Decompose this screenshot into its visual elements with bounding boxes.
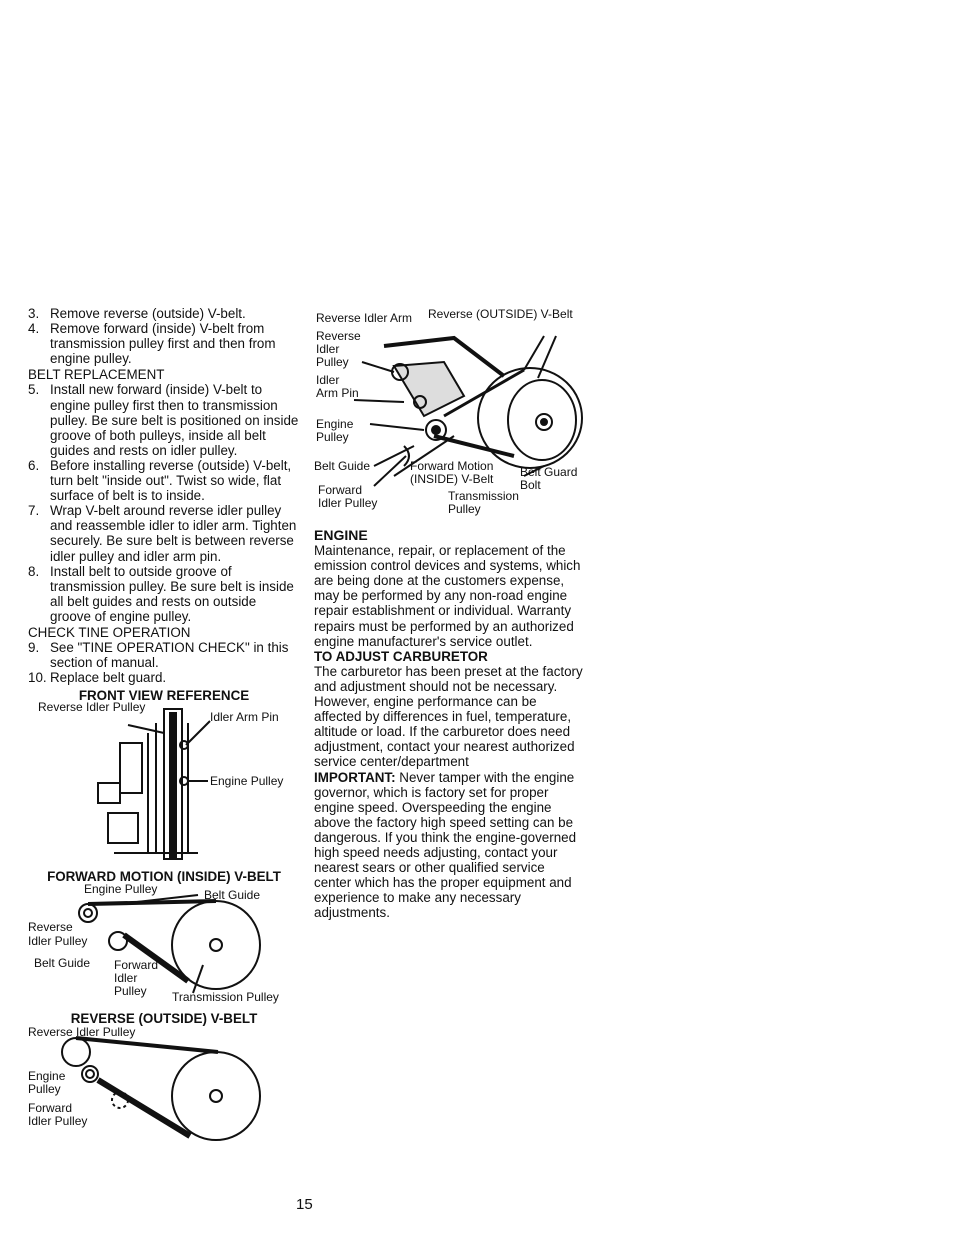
label-transmission-2: Pulley <box>448 502 481 516</box>
label-forward-rev-2: Idler Pulley <box>28 1113 88 1128</box>
label-belt-guide-bottom: Belt Guide <box>34 955 91 970</box>
label-transmission-1: Transmission <box>448 489 519 503</box>
label-idler-2: Arm Pin <box>316 386 359 400</box>
label-reverse-outside-vbelt: Reverse (OUTSIDE) V-Belt <box>428 307 573 321</box>
step-text: See "TINE OPERATION CHECK" in this section of manual. <box>50 640 289 671</box>
page-number: 15 <box>296 1196 313 1213</box>
step-item <box>28 640 300 670</box>
step-number: 10. <box>28 670 47 686</box>
left-column <box>28 306 300 1146</box>
label-reverse-idler-pulley-rev: Reverse Idler Pulley <box>28 1024 136 1039</box>
label-reverse-idler-pulley: Reverse Idler Pulley <box>38 700 146 715</box>
step-item <box>28 458 300 503</box>
check-tine-heading: CHECK TINE OPERATION <box>28 624 191 640</box>
label-reverse-fwd-1: Reverse <box>28 919 73 934</box>
label-idler-1: Idler <box>316 373 340 387</box>
carburetor-heading: TO ADJUST CARBURETOR <box>314 648 488 664</box>
forward-motion-figure <box>28 881 300 1005</box>
label-forward-motion-2: (INSIDE) V-Belt <box>410 472 494 486</box>
step-text: Remove reverse (outside) V-belt. <box>50 306 246 321</box>
important-text: Never tamper with the engine governor, which is factory set for proper engine speed. Overspeeding the engine above the factory high speed setting can be dangerous. If you think the engine-governed high speed needs adjusting, contact your nearest sears or other qualified service center which has the proper equipment and experience to make any necessary adjustments. <box>314 769 577 921</box>
belt-assembly-figure <box>314 306 584 518</box>
carburetor-paragraph: The carburetor has been preset at the factory and adjustment should not be necessary. However, engine performance can be affected by differences in fuel, temperature, altitude or load. If the carburetor does need adjustment, contact your nearest authorized service center/department <box>314 663 583 770</box>
step-item <box>28 564 300 624</box>
important-paragraph <box>314 770 584 921</box>
step-item <box>28 670 300 685</box>
label-belt-guard-2: Bolt <box>520 478 541 492</box>
steps-remove <box>28 306 300 366</box>
reverse-illustration <box>28 1026 300 1146</box>
label-forward-motion-1: Forward Motion <box>410 459 494 473</box>
label-forward-idler-1: Forward <box>114 957 159 972</box>
label-reverse-idler-arm: Reverse Idler Arm <box>316 311 413 325</box>
step-number: 9. <box>28 640 40 656</box>
label-belt-guard-1: Belt Guard <box>520 465 578 479</box>
step-text: Before installing reverse (outside) V-belt, turn belt "inside out". Twist so wide, flat surface of belt is to inside. <box>50 457 292 504</box>
label-reverse-1: Reverse <box>316 329 361 343</box>
steps-belt-replacement <box>28 382 300 624</box>
label-belt-guide: Belt Guide <box>314 459 371 473</box>
label-reverse-2: Idler <box>316 342 340 356</box>
step-item <box>28 306 300 321</box>
label-engine-rev-1: Engine <box>28 1068 66 1083</box>
label-transmission-pulley: Transmission Pulley <box>172 989 279 1004</box>
step-text: Replace belt guard. <box>50 670 167 686</box>
step-text: Remove forward (inside) V-belt from transmission pulley first and then from engine pulley. <box>50 321 276 367</box>
engine-paragraph: Maintenance, repair, or replacement of the emission control devices and systems, which are being done at the customers expense, may be performed by any non-road engine repair establishment or individual. Warranty repairs must be performed by an authorized engine manufacturer's service outlet. <box>314 543 581 649</box>
reverse-figure <box>28 1026 300 1146</box>
label-forward-1: Forward <box>318 483 363 497</box>
label-engine-1: Engine <box>316 417 354 431</box>
label-forward-rev-1: Forward <box>28 1100 73 1115</box>
step-text: Install belt to outside groove of transmission pulley. Be sure belt is inside all belt guides and rests on outside groove of engine pulley. <box>50 563 294 624</box>
forward-motion-heading: FORWARD MOTION (INSIDE) V-BELT <box>47 869 281 885</box>
important-label: IMPORTANT: <box>314 769 396 785</box>
label-reverse-fwd-2: Idler Pulley <box>28 933 88 948</box>
reverse-heading: REVERSE (OUTSIDE) V-BELT <box>70 1010 258 1026</box>
front-view-heading: FRONT VIEW REFERENCE <box>78 688 250 704</box>
label-forward-idler-2: Idler <box>114 970 138 985</box>
step-number: 6. <box>28 457 40 473</box>
label-engine-pulley: Engine Pulley <box>210 774 284 789</box>
step-item <box>28 321 300 366</box>
step-number: 4. <box>28 321 40 337</box>
label-idler-arm-pin: Idler Arm Pin <box>210 710 279 725</box>
step-text: Install new forward (inside) V-belt to engine pulley first then to transmission pulley. Be sure belt is positioned on inside groove of both pulleys, inside all belt guides and rests on idler pulley. <box>50 382 299 458</box>
label-forward-idler-3: Pulley <box>114 983 147 998</box>
steps-check-tine <box>28 640 300 685</box>
label-engine-pulley-fwd: Engine Pulley <box>84 881 158 896</box>
engine-heading: ENGINE <box>314 527 368 543</box>
belt-replacement-heading: BELT REPLACEMENT <box>28 367 165 383</box>
right-column <box>314 306 584 920</box>
step-number: 3. <box>28 306 40 321</box>
step-item <box>28 503 300 563</box>
label-reverse-3: Pulley <box>316 355 349 369</box>
step-number: 8. <box>28 563 40 579</box>
step-item <box>28 382 300 457</box>
label-forward-2: Idler Pulley <box>318 496 378 510</box>
step-number: 7. <box>28 503 40 519</box>
front-view-figure <box>28 700 300 863</box>
step-number: 5. <box>28 382 40 398</box>
label-engine-2: Pulley <box>316 430 349 444</box>
label-belt-guide-top: Belt Guide <box>204 887 261 902</box>
step-text: Wrap V-belt around reverse idler pulley and reassemble idler to idler arm. Tighten securely. Be sure belt is between reverse idler pulley and idler arm pin. <box>50 503 297 564</box>
label-engine-rev-2: Pulley <box>28 1081 61 1096</box>
